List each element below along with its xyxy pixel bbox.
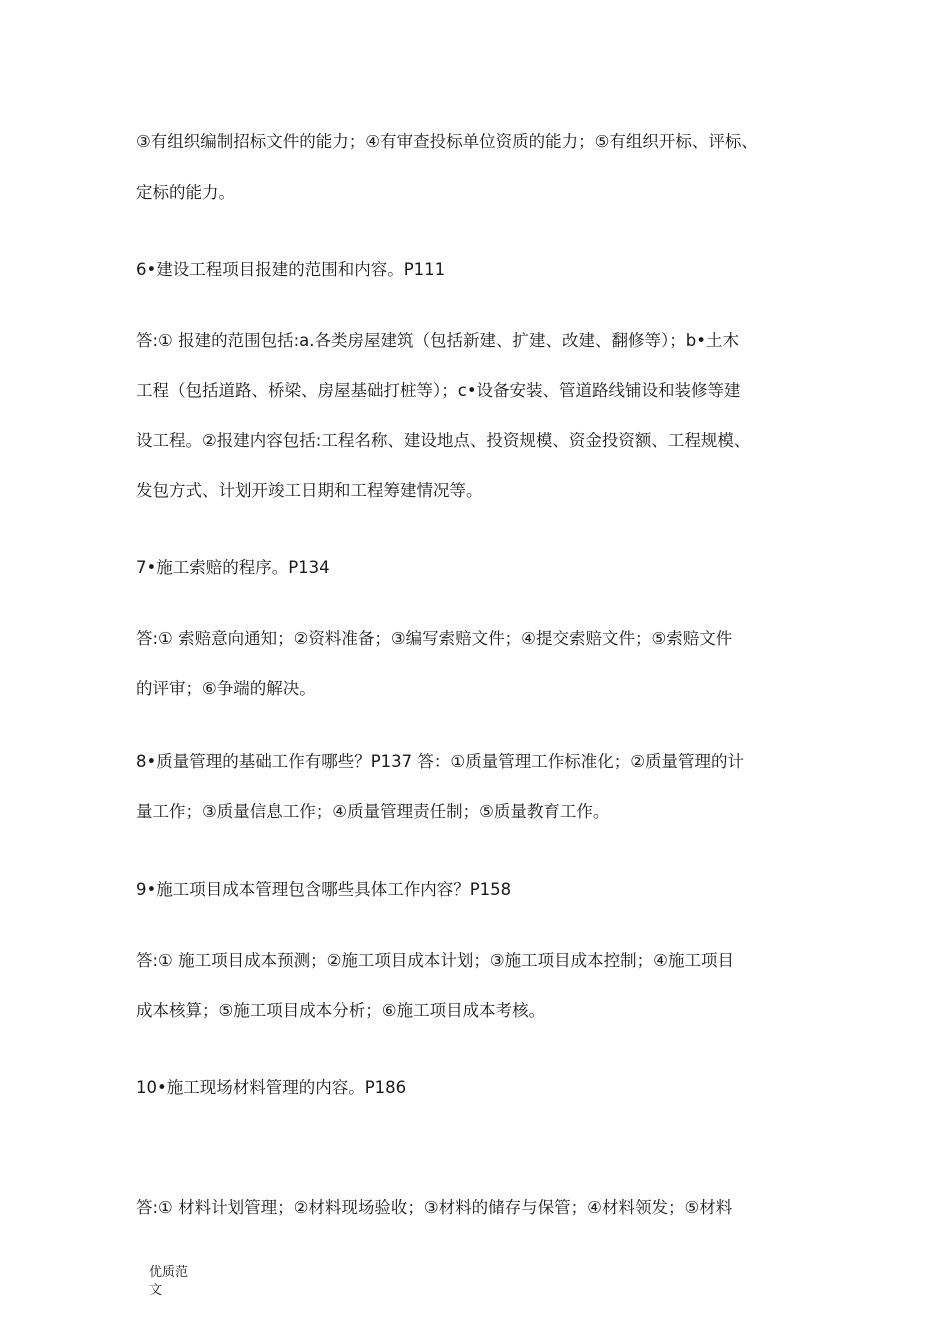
page-footer	[149, 1264, 199, 1300]
question-heading: 10•施工现场材料管理的内容。P186	[136, 1078, 407, 1097]
text-line: 答:① 施工项目成本预测；②施工项目成本计划；③施工项目成本控制；④施工项目	[136, 951, 734, 970]
text-line: 工程（包括道路、桥梁、房屋基础打桩等）；c•设备安装、管道路线铺设和装修等建	[136, 381, 741, 400]
text-line: 发包方式、计划开竣工日期和工程筹建情况等。	[136, 481, 483, 500]
question-heading: 7•施工索赔的程序。P134	[136, 558, 330, 577]
question-heading: 6•建设工程项目报建的范围和内容。P111	[136, 260, 446, 279]
text-line: 答:① 索赔意向通知；②资料准备；③编写索赔文件；④提交索赔文件；⑤索赔文件	[136, 629, 733, 648]
text-line: ③有组织编制招标文件的能力；④有审查投标单位资质的能力；⑤有组织开标、评标、	[136, 132, 758, 151]
footer-line: 文	[149, 1283, 163, 1298]
text-line: 答:① 材料计划管理；②材料现场验收；③材料的储存与保管；④材料领发；⑤材料	[136, 1198, 733, 1217]
question-heading: 8•质量管理的基础工作有哪些？P137 答：①质量管理工作标准化；②质量管理的计	[136, 752, 745, 771]
text-line: 答:① 报建的范围包括:a.各类房屋建筑（包括新建、扩建、改建、翻修等）；b•土木	[136, 331, 739, 350]
text-line: 设工程。②报建内容包括:工程名称、建设地点、投资规模、资金投资额、工程规模、	[136, 431, 751, 450]
text-line: 量工作；③质量信息工作；④质量管理责任制；⑤质量教育工作。	[136, 802, 610, 821]
text-line: 成本核算；⑤施工项目成本分析；⑥施工项目成本考核。	[136, 1001, 546, 1020]
question-heading: 9•施工项目成本管理包含哪些具体工作内容？P158	[136, 880, 512, 899]
text-line: 的评审；⑥争端的解决。	[136, 679, 316, 698]
text-line: 定标的能力。	[136, 183, 235, 202]
footer-line: 优质范	[149, 1265, 189, 1280]
